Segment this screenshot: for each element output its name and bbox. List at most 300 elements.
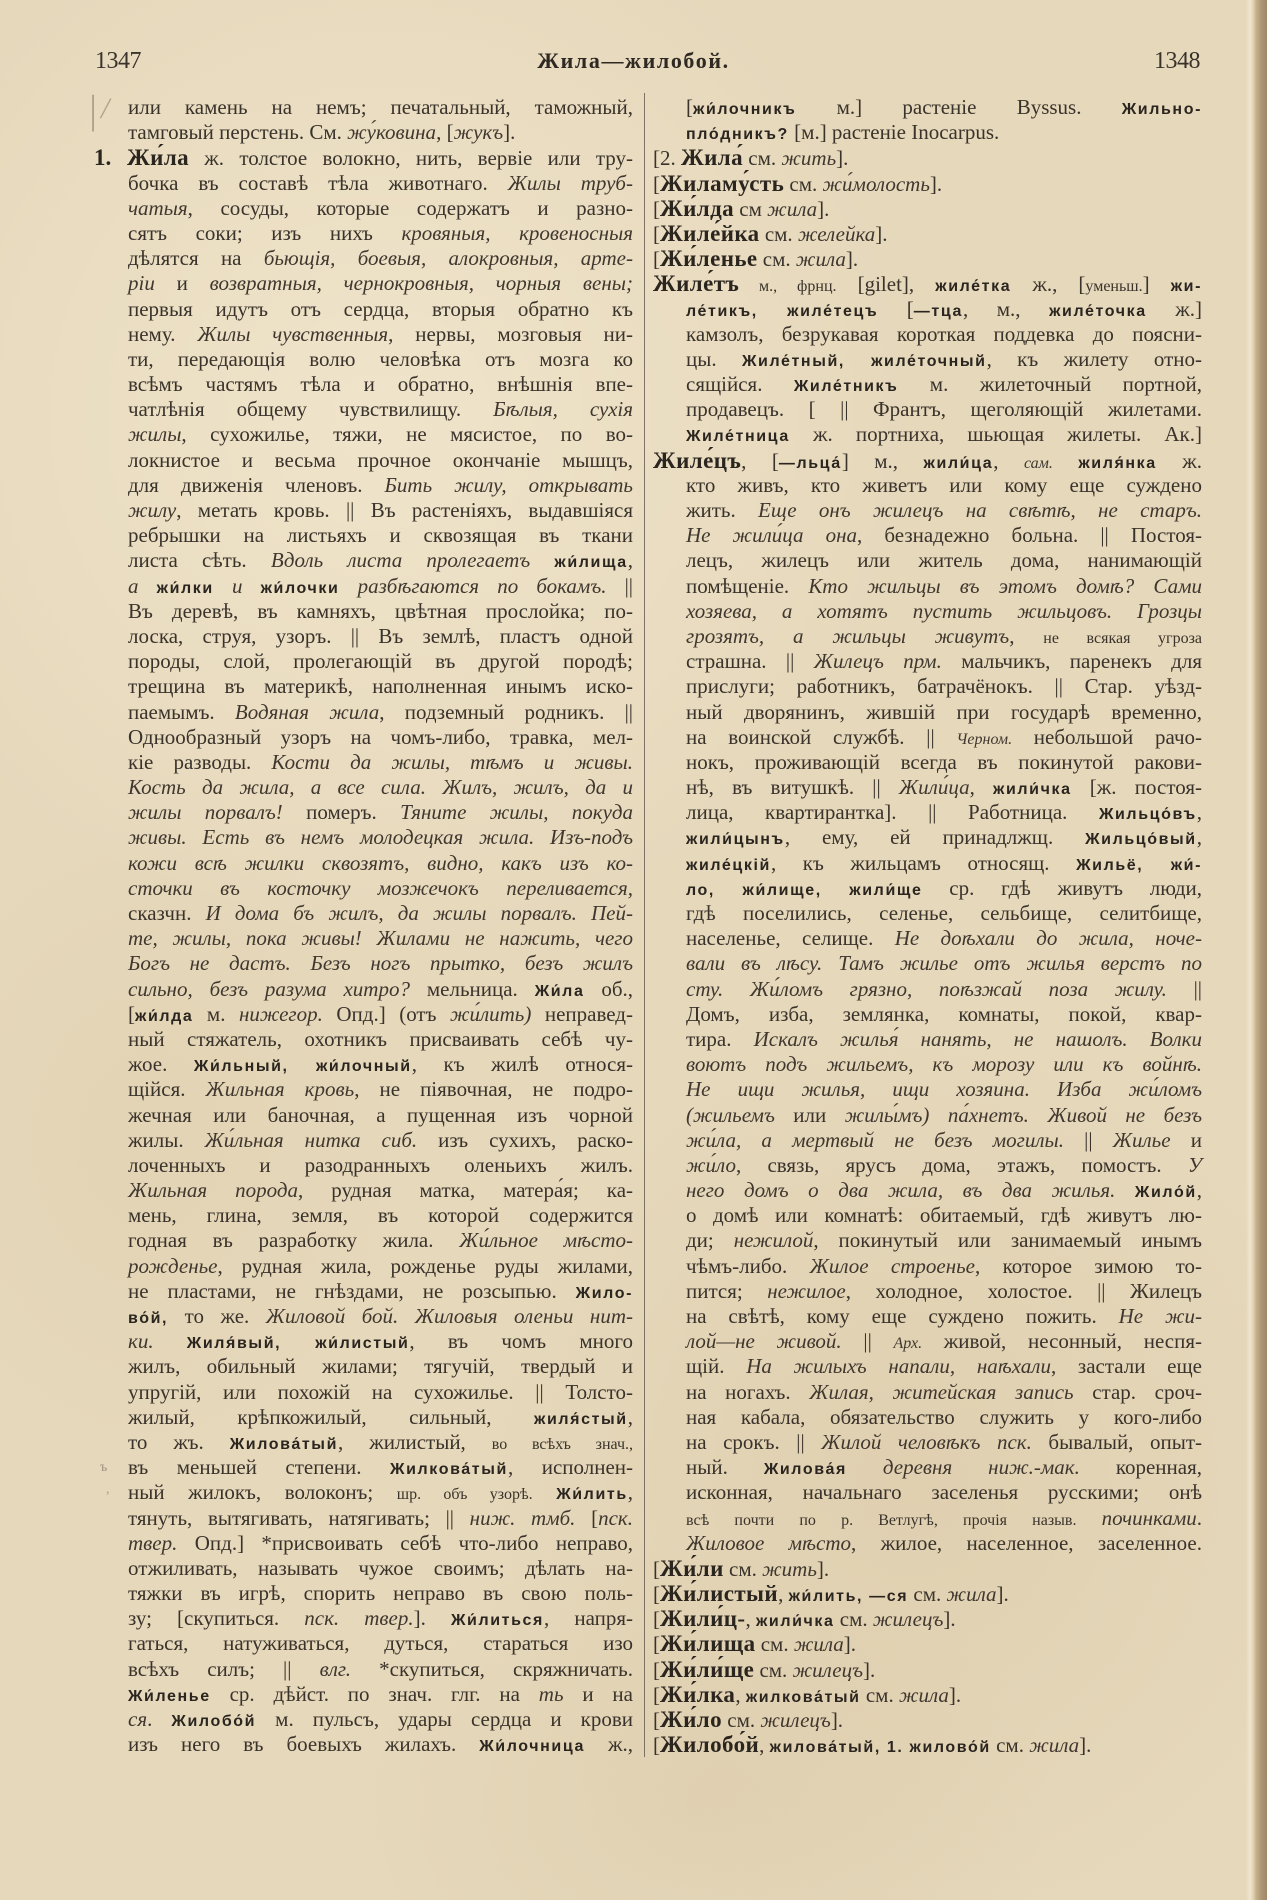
italic-text: Жили́ца — [898, 775, 970, 800]
italic-text: починками — [1101, 1505, 1197, 1530]
text-line — [653, 876, 1202, 901]
entry-head-line — [653, 1556, 1202, 1581]
regular-text: см. — [990, 1733, 1030, 1758]
regular-text: изъ сухихъ, раско- — [417, 1127, 633, 1152]
italic-text: Жилы чувственныя — [197, 321, 389, 346]
text-line — [94, 1304, 633, 1329]
italic-text: нежилое — [767, 1278, 846, 1303]
text-line — [653, 1228, 1202, 1253]
regular-text: и — [154, 271, 210, 296]
regular-text: || — [606, 573, 634, 598]
regular-text: всѣхъ силъ; || — [128, 1656, 320, 1681]
running-header — [0, 46, 1267, 76]
regular-text: , къ жильцамъ относящ. — [770, 850, 1077, 875]
regular-text: жилый, крѣпкожилый, сильный, — [128, 1404, 535, 1429]
regular-text: [ — [653, 1556, 660, 1581]
italic-text: него домъ о два жила, въ два жилья. — [686, 1178, 1116, 1203]
regular-text: живой, несонный, неспя- — [922, 1329, 1202, 1354]
italic-text: жилецъ — [792, 1657, 863, 1682]
italic-text: Не жили́ца она — [686, 523, 858, 548]
entry-head-line — [653, 145, 1202, 170]
regular-text: упругій, или похожій на сухожилье. || Толсто- — [128, 1379, 633, 1404]
text-line — [653, 523, 1202, 548]
bold-term: Жилобо́й — [171, 1713, 257, 1730]
regular-text: см. — [723, 1556, 763, 1581]
text-line — [94, 221, 633, 246]
regular-text: прислуги; работникъ, батрачёнокъ. || Стар. уѣзд- — [686, 674, 1202, 699]
text-line — [653, 674, 1202, 699]
regular-text: ]. — [830, 1708, 844, 1732]
regular-text: померъ. — [282, 800, 401, 825]
italic-text: Бить жилу, открывать — [384, 472, 633, 497]
regular-text: , — [627, 548, 633, 573]
regular-text: , — [778, 1582, 789, 1607]
text-line — [94, 1430, 633, 1455]
text-line — [653, 951, 1202, 976]
italic-text: Жильная порода — [128, 1178, 298, 1203]
regular-text: первыя идутъ отъ сердца, вторыя обратно къ — [128, 296, 633, 321]
text-line — [653, 1380, 1202, 1405]
regular-text: лецъ, жилецъ или житель дома, нанимающій — [686, 548, 1202, 573]
text-line — [94, 1077, 633, 1102]
text-line — [94, 347, 633, 372]
regular-text: , м., — [962, 296, 1050, 321]
italic-text: Жилье — [1112, 1127, 1171, 1152]
regular-text: камзолъ, безрукавая короткая поддевка до поясни- — [686, 321, 1202, 346]
regular-text — [847, 1455, 883, 1479]
regular-text: лица, квартирантка]. || Работница. — [686, 800, 1099, 825]
italic-text: Жилое строенье — [809, 1253, 975, 1278]
regular-text — [533, 1480, 557, 1504]
regular-text: стар. сроч- — [1073, 1379, 1202, 1404]
regular-text: . — [147, 1707, 172, 1731]
bold-term: Жиле́тникъ — [793, 378, 899, 396]
text-line — [653, 1279, 1202, 1304]
regular-text: , ему, ей принадлжщ. — [784, 825, 1086, 850]
regular-text: ]. — [943, 1607, 956, 1632]
italic-text: жила — [898, 1682, 949, 1707]
italic-text: жила — [1029, 1733, 1080, 1758]
regular-text: м. пульсъ, удары сердца и крови — [256, 1707, 634, 1731]
regular-text: [м.] растеніе Inocarpus. — [788, 120, 1000, 145]
bold-term: ле́тикъ, жиле́тецъ — [686, 302, 879, 320]
regular-text: породы, слой, пролегающій въ другой породѣ; — [128, 649, 633, 674]
regular-text: см. — [908, 1582, 947, 1607]
regular-text: лоченныхъ и разодранныхъ оленьихъ жилъ. — [128, 1152, 633, 1177]
regular-text: , нервы, мозговыя ни- — [388, 321, 633, 346]
text-line — [653, 750, 1202, 775]
regular-text: чѣмъ-либо. — [686, 1253, 810, 1278]
italic-text: а — [128, 573, 157, 598]
italic-text: Не доѣхали до жила, ноче- — [894, 926, 1202, 951]
bold-term: Жиля́вый, жи́листый — [186, 1335, 410, 1353]
text-line — [94, 1707, 633, 1732]
text-line — [94, 800, 633, 825]
text-line — [653, 649, 1202, 674]
regular-text: ]. — [875, 221, 888, 246]
regular-text: на ногахъ. — [686, 1379, 810, 1404]
regular-text: ]. — [863, 1657, 876, 1682]
regular-text: тяжки въ игрѣ, спорить неправо въ свою поль- — [128, 1581, 633, 1606]
regular-text: ]. — [413, 1606, 451, 1631]
text-line — [653, 775, 1202, 800]
text-line — [653, 1254, 1202, 1279]
text-line — [94, 271, 633, 296]
regular-text: ]. — [845, 247, 859, 272]
text-line — [653, 574, 1202, 599]
regular-text: об., — [584, 976, 634, 1001]
text-line — [94, 1606, 633, 1631]
text-line — [653, 977, 1202, 1002]
text-line — [94, 1480, 633, 1505]
text-line — [653, 297, 1202, 322]
regular-text: , — [993, 448, 1024, 473]
regular-text: , рудная жила, рожденье руды жилами, — [217, 1253, 633, 1278]
bold-term: Жильцо́въ — [1098, 806, 1197, 824]
bold-term: жили́ца — [923, 454, 994, 472]
regular-text: щійся. — [128, 1077, 206, 1102]
text-line — [653, 1052, 1202, 1077]
italic-text: Кости да жилы, тѣмъ и живы. — [271, 749, 634, 774]
italic-text: жи́ло — [686, 1152, 736, 1177]
italic-text: жить — [781, 146, 837, 171]
bold-term: жилкова́тый — [745, 1688, 861, 1706]
italic-text: сильно, безъ разума хитро? — [128, 976, 410, 1001]
regular-text: жить. — [686, 498, 759, 522]
text-line — [653, 851, 1202, 876]
text-line — [94, 1506, 633, 1531]
italic-text: жи́ла, а мертвый не безъ могилы. — [686, 1127, 1064, 1152]
regular-text: см. — [834, 1607, 873, 1632]
regular-text: помѣщеніе. — [686, 573, 809, 598]
regular-text — [1115, 1178, 1135, 1202]
bold-term: Жи́ленье — [128, 1687, 211, 1705]
italic-text: жила — [946, 1582, 997, 1607]
text-line — [94, 1455, 633, 1480]
italic-text: Кто жильцы въ этомъ домѣ? Сами — [808, 573, 1202, 598]
regular-text: , покинутый или занимаемый инымъ — [813, 1228, 1202, 1253]
text-line — [94, 1228, 633, 1253]
text-line — [653, 1077, 1202, 1102]
text-line — [653, 1002, 1202, 1027]
regular-text: исконная, начальнаго заселенья русскими; онѣ — [686, 1480, 1202, 1505]
regular-text: гаться, натуживаться, дуться, стараться изо — [128, 1631, 633, 1656]
text-line — [653, 901, 1202, 926]
entry-head-line — [653, 171, 1202, 196]
entry-head-line — [653, 246, 1202, 271]
regular-text: , — [735, 1682, 746, 1707]
bold-term: жи́лки — [156, 579, 214, 597]
text-line — [94, 95, 633, 120]
regular-text: см. — [759, 221, 798, 246]
bold-term: жи- — [1170, 278, 1202, 296]
regular-text: и — [1170, 1127, 1202, 1152]
italic-text: жи́лить) — [449, 1001, 532, 1026]
regular-text: [ — [653, 1682, 660, 1707]
regular-text: , — [627, 1404, 633, 1429]
regular-text: , — [627, 1480, 634, 1505]
headword: Жи́ленье — [660, 246, 758, 272]
regular-text: дѣлятся на — [128, 246, 264, 271]
regular-text: цы. — [686, 346, 742, 371]
italic-text: жилы — [128, 422, 182, 447]
text-line — [653, 1203, 1202, 1228]
entry-head-line — [653, 221, 1202, 246]
text-line — [653, 1506, 1202, 1531]
italic-text: Жилая, житейская запись — [809, 1379, 1074, 1404]
headword: Жи́лка — [660, 1681, 736, 1707]
regular-text: ж. толстое волокно, нить, вервіе или тру- — [189, 146, 634, 171]
bold-term: жиле́точка — [1049, 302, 1147, 320]
regular-text: , жилое, населенное, заселенное. — [851, 1530, 1202, 1555]
regular-text: , застали еще — [1050, 1354, 1202, 1379]
regular-text: ж., [ — [1011, 272, 1086, 297]
regular-text: то жъ. — [128, 1429, 230, 1454]
regular-text: населенье, селище. — [686, 926, 895, 951]
regular-text: [ — [653, 247, 660, 272]
regular-text: см. — [784, 171, 823, 196]
regular-text — [154, 1329, 187, 1353]
regular-text: пится; — [686, 1278, 768, 1303]
italic-text: Жиловой бой. Жиловыя оленьи нит- — [265, 1304, 633, 1328]
bold-term: —льца́ — [778, 454, 842, 472]
bold-term: жили́чка — [993, 781, 1072, 799]
italic-text: жила — [793, 1632, 844, 1657]
regular-text: , рудная матка, матера́я; ка- — [297, 1178, 634, 1203]
regular-text: , метать кровь. || Въ растеніяхъ, выдавшіяся — [176, 498, 633, 522]
text-line — [94, 548, 633, 573]
small-text: уменьш. — [1085, 278, 1143, 296]
italic-text: жу́ковина — [347, 120, 437, 145]
text-line — [653, 1531, 1202, 1556]
regular-text: сятъ соки; изъ нихъ — [128, 220, 402, 245]
regular-text: ж., — [584, 1732, 633, 1757]
italic-text: кровяныя, кровеносныя — [401, 220, 633, 245]
regular-text: то же. — [168, 1304, 266, 1328]
bold-term: Жильно- — [1121, 101, 1202, 118]
regular-text: [2. — [653, 146, 681, 171]
italic-text: бьющія, боевыя, алокровныя, арте- — [263, 246, 633, 271]
regular-text: ]. — [948, 1682, 962, 1707]
regular-text: жилъ, обильный жилами; тягучій, твердый и — [128, 1354, 633, 1379]
italic-text: ниж. тмб. — [469, 1505, 576, 1530]
text-line — [653, 1480, 1202, 1505]
regular-text: [gilet], — [836, 272, 936, 297]
italic-text: и — [213, 573, 261, 598]
italic-text: жилецъ — [760, 1708, 831, 1732]
regular-text: , [ — [741, 448, 779, 473]
italic-text: Богъ не дастъ. Безъ ногъ прытко, безъ жилъ — [128, 951, 633, 976]
regular-text: [ — [653, 221, 660, 246]
headword: Жи́ла — [127, 145, 190, 171]
regular-text: ж. — [1156, 448, 1202, 473]
text-line — [653, 1103, 1202, 1128]
regular-text: или камень на немъ; печатальный, таможный, — [128, 95, 633, 119]
italic-text: Еще онъ жилецъ на свѣтѣ, не старъ. — [758, 498, 1202, 522]
headword: Жи́лища — [660, 1631, 756, 1657]
text-line — [653, 322, 1202, 347]
regular-text: ж.] — [1146, 296, 1202, 321]
italic-text: Жильная кровь — [205, 1077, 355, 1102]
text-line — [653, 347, 1202, 372]
italic-text: нежилой — [733, 1228, 814, 1253]
italic-text: чатыя — [128, 195, 188, 220]
headword: Жилобо́й — [660, 1732, 760, 1758]
text-line — [94, 876, 633, 901]
column-divider-rule — [644, 93, 645, 1757]
regular-text: ] — [1142, 272, 1171, 297]
regular-text: , холодное, холостое. || Жилецъ — [845, 1278, 1202, 1303]
regular-text: нему. — [128, 321, 198, 346]
regular-text: тира. — [686, 1026, 754, 1051]
text-line — [653, 422, 1202, 447]
entry-head-line — [653, 448, 1202, 473]
regular-text: ]. — [1079, 1733, 1092, 1758]
regular-text: [ — [653, 1607, 660, 1632]
italic-text: воютъ подъ жильемъ, къ морозу или къ войнѣ. — [686, 1052, 1202, 1077]
regular-text: жилы. — [128, 1127, 205, 1152]
text-line — [94, 977, 633, 1002]
italic-text: Тяните жилы, покуда — [400, 800, 634, 825]
regular-text: ]. — [996, 1582, 1009, 1607]
text-line — [653, 548, 1202, 573]
regular-text: отжиливать, называть чужое своимъ; дѣлать на- — [128, 1555, 633, 1580]
left-column — [94, 95, 633, 1757]
regular-text: , сосуды, которые содержатъ и разно- — [187, 195, 633, 220]
text-line — [653, 725, 1202, 750]
text-line — [94, 725, 633, 750]
italic-text: нижегор. — [238, 1001, 323, 1026]
italic-text: деревня ниж.-мак. — [882, 1455, 1080, 1480]
regular-text: м. — [193, 1001, 239, 1026]
regular-text: [ — [653, 1582, 660, 1607]
bold-term: жи́лища — [554, 554, 628, 572]
regular-text: на срокъ. || — [686, 1429, 822, 1454]
regular-text: о домѣ или комнатѣ: обитаемый, гдѣ живутъ лю- — [686, 1203, 1202, 1228]
text-line — [94, 372, 633, 397]
regular-text: ребрышки на листьяхъ и сквозящая въ ткани — [128, 523, 633, 548]
italic-text: Жи́льное мѣсто- — [459, 1228, 633, 1253]
regular-text: на воинской службѣ. || — [686, 724, 957, 749]
small-text: м., фрнц. — [739, 278, 837, 296]
italic-text: кожи всѣ жилки сквозятъ, видно, какъ изъ ко- — [128, 850, 633, 875]
text-line — [94, 1581, 633, 1606]
italic-text: влг. — [319, 1656, 352, 1681]
italic-text: вали въ лѣсу. Тамъ жилье отъ жилья верстъ по — [686, 951, 1202, 976]
regular-text: листа сѣть. — [128, 548, 271, 573]
regular-text: , — [969, 775, 994, 800]
italic-text: Жи́льная нитка сиб. — [204, 1127, 418, 1152]
small-italic-text: Арх. — [893, 1335, 923, 1353]
bold-term: ло, жи́лище, жили́ще — [686, 881, 923, 899]
regular-text: ный. — [686, 1455, 764, 1480]
regular-text: тамговый перстень. См. — [128, 120, 348, 145]
small-text: шр. объ узорѣ. — [396, 1486, 533, 1504]
text-line — [94, 120, 633, 145]
text-line — [653, 95, 1202, 120]
bold-term: жиля́нка — [1078, 454, 1157, 472]
text-line — [94, 498, 633, 523]
text-line — [94, 1178, 633, 1203]
italic-text: Кость да жила, а все сила. Жилъ, жилъ, да и — [128, 775, 633, 800]
text-line — [94, 649, 633, 674]
regular-text: [ — [653, 196, 660, 221]
regular-text: жое. — [128, 1052, 194, 1077]
regular-text: гдѣ поселились, селенье, сельбище, селитбище, — [686, 901, 1202, 925]
italic-text: жилецъ — [872, 1607, 944, 1632]
bold-term: Жильцо́вый — [1085, 831, 1197, 849]
regular-text: для движенія членовъ. — [128, 472, 385, 497]
regular-text: , жилистый, — [338, 1429, 492, 1454]
italic-text: На жилыхъ напали, наѣхали — [746, 1354, 1051, 1379]
bold-term: Жилкова́тый — [390, 1461, 508, 1479]
text-line — [94, 1657, 633, 1682]
italic-text: Жиловое мѣсто — [686, 1530, 852, 1555]
text-line — [653, 397, 1202, 422]
headword: Жиле́йка — [660, 220, 760, 246]
regular-text: , не піявочная, не подро- — [354, 1077, 634, 1102]
italic-text: пск. твер. — [304, 1606, 414, 1631]
regular-text: коренная, — [1079, 1455, 1202, 1480]
regular-text: [ — [686, 95, 693, 119]
text-line — [653, 700, 1202, 725]
italic-text: жилу — [128, 498, 177, 522]
regular-text: трещина въ материкѣ, наполненная инымъ иско- — [128, 674, 633, 699]
regular-text: см. — [757, 247, 796, 272]
stray-margin-mark: ъ — [100, 1460, 108, 1475]
regular-text: неправед- — [531, 1001, 633, 1026]
regular-text: сказчн. — [128, 901, 206, 925]
text-line — [94, 1354, 633, 1379]
bold-term: Жи́лить — [556, 1486, 628, 1504]
regular-text: [ — [653, 171, 660, 196]
regular-text: , — [1196, 1178, 1202, 1203]
small-italic-text: сам. — [1023, 454, 1053, 472]
regular-text: паемымъ. — [128, 699, 235, 724]
entry-head-line — [653, 1657, 1202, 1682]
regular-text: Однообразный узоръ на чомъ-либо, травка, мел- — [128, 724, 633, 749]
regular-text: , подземный родникъ. || — [379, 699, 634, 724]
left-page-number: 1347 — [95, 48, 141, 74]
regular-text: , — [1196, 800, 1202, 825]
regular-text: || — [841, 1329, 894, 1354]
italic-text: Бѣлыя, сухія — [493, 397, 633, 422]
text-line — [94, 422, 633, 447]
text-line — [653, 1329, 1202, 1354]
text-line — [94, 750, 633, 775]
regular-text: , — [1009, 623, 1044, 648]
regular-text: || — [1063, 1127, 1113, 1152]
regular-text: , напря- — [543, 1606, 633, 1631]
regular-text: , къ жилету отно- — [986, 346, 1202, 371]
text-line — [653, 800, 1202, 825]
italic-text: (жильемъ — [686, 1102, 775, 1127]
italic-text: лой—не живой. — [686, 1329, 842, 1354]
text-line — [653, 825, 1202, 850]
bold-term: Жильё, жи́- — [1076, 856, 1202, 874]
text-line — [653, 1178, 1202, 1203]
bold-term: пло́дникъ? — [686, 126, 789, 144]
italic-text: ть — [538, 1681, 564, 1706]
regular-text: продавецъ. [ || Франтъ, щеголяющій жилетами. — [686, 397, 1202, 422]
regular-text: , [ — [436, 120, 454, 145]
bold-term: Жиле́тный, жиле́точный — [741, 352, 987, 370]
regular-text: . — [1196, 1505, 1202, 1530]
regular-text: жечная или баночная, а пущенная изъ чорной — [128, 1102, 633, 1127]
regular-text: ]. — [503, 120, 516, 145]
text-line — [94, 397, 633, 422]
text-line — [94, 1405, 633, 1430]
